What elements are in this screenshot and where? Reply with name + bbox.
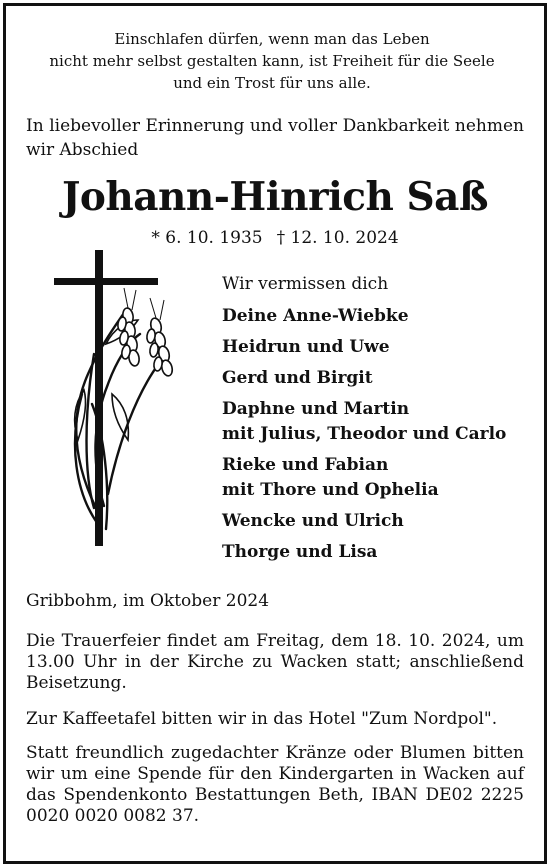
death-date: † 12. 10. 2024 xyxy=(276,228,399,248)
mourner-line: Deine Anne-Wiebke xyxy=(222,306,409,326)
mourner-line: Heidrun und Uwe xyxy=(222,337,390,357)
mourner-line: Rieke und Fabian xyxy=(222,455,389,475)
donation-info: Statt freundlich zugedachter Kränze oder Blumen bitten wir um eine Spende für den Kindergarten in Wacken auf das Spendenkonto Bestattungen Beth, IBAN DE02 2225 0020 0020 0082 37. xyxy=(26,743,524,826)
mourner-line: Thorge und Lisa xyxy=(222,542,378,562)
quote-line: und ein Trost für uns alle. xyxy=(173,74,371,92)
intro-text: In liebevoller Erinnerung und voller Dankbarkeit nehmen wir Abschied xyxy=(26,116,524,160)
deceased-name: Johann-Hinrich Saß xyxy=(61,174,489,220)
mourner-line: mit Julius, Theodor und Carlo xyxy=(222,424,507,444)
cross-with-wheat-icon xyxy=(48,244,178,554)
quote-line: nicht mehr selbst gestalten kann, ist Freiheit für die Seele xyxy=(49,52,495,70)
funeral-info: Die Trauerfeier findet am Freitag, dem 18. 10. 2024, um 13.00 Uhr in der Kirche zu Wacken statt; anschließend Beisetzung. xyxy=(26,631,524,693)
coffee-info: Zur Kaffeetafel bitten wir in das Hotel "Zum Nordpol". xyxy=(26,709,498,729)
mourner-line: Daphne und Martin xyxy=(222,399,410,419)
birth-date: * 6. 10. 1935 xyxy=(151,228,263,248)
mourner-line: mit Thore und Ophelia xyxy=(222,480,439,500)
mourner-line: Gerd und Birgit xyxy=(222,368,373,388)
mourners-intro: Wir vermissen dich xyxy=(222,274,389,294)
mourner-line: Wencke und Ulrich xyxy=(222,511,404,531)
mourners-list xyxy=(222,272,532,565)
quote-line: Einschlafen dürfen, wenn man das Leben xyxy=(114,30,430,48)
memorial-quote xyxy=(0,28,544,94)
place-date: Gribbohm, im Oktober 2024 xyxy=(26,591,270,611)
